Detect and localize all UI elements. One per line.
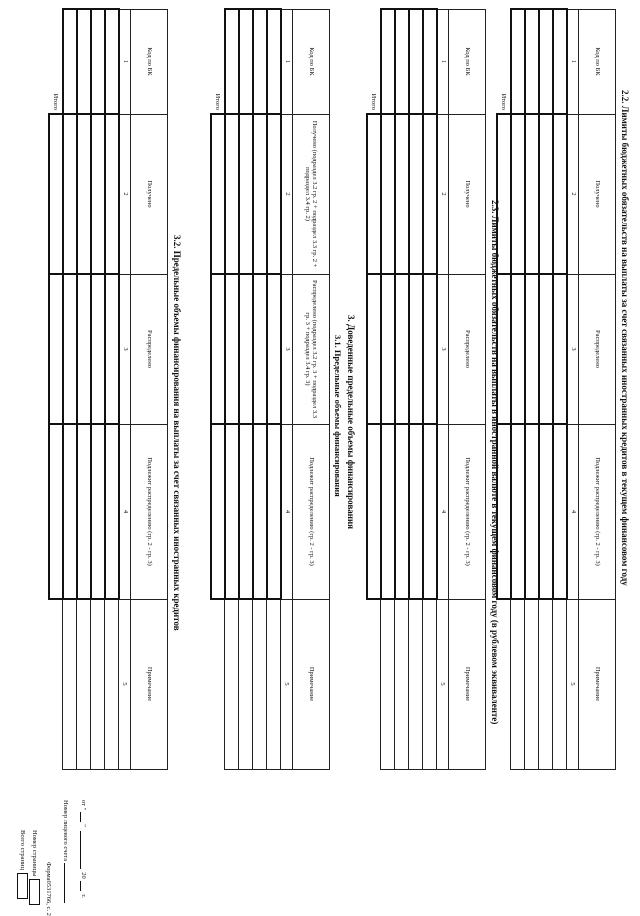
col-header: Распределено [131,274,168,424]
table-row[interactable] [395,9,409,769]
table-row[interactable] [77,9,91,769]
col-header: Получено [579,114,616,274]
total-pages-box[interactable] [17,873,28,899]
date-prefix: от [80,800,87,807]
table-row[interactable] [91,9,105,769]
col-header: Подлежит распределению (гр. 2 - гр. 3) [131,424,168,599]
total-label: Итого [214,93,222,110]
date-suffix: г. [80,894,87,898]
table-row[interactable] [239,9,253,769]
col-header: Распределено (подраздел 3.2 гр. 3 + подраздел 3.3 гр. 3 + подраздел 3.4 гр. 3) [293,274,330,424]
table-row[interactable] [381,9,395,769]
table-row[interactable] [553,9,567,769]
form-code: Форма0531766, с. 2 [45,862,52,916]
table-row[interactable] [225,9,239,769]
col-header: Подлежит распределению (гр. 2 - гр. 3) [449,424,486,599]
page-number: Номер страницы [29,830,40,905]
col-header: Код по БК [579,9,616,114]
table-3-2: Код по БК Получено Распределено Подлежит распределению (гр. 2 - гр. 3) Примечание 1 2 3 4 5 Итого [48,8,168,770]
table-row[interactable] [105,9,119,769]
section-title: 2.3. Лимиты бюджетных обязательств на выплаты в иностранной валюте в текущем финансовом году (в рублевом эквиваленте) [490,200,500,725]
col-header: Распределено [579,274,616,424]
table-2-3: Код по БК Получено Распределено Подлежит распределению (гр. 2 - гр. 3) Примечание 1 2 3 4 5 Итого [366,8,486,770]
col-header: Примечание [293,599,330,769]
total-label: Итого [500,93,508,110]
table-row[interactable] [539,9,553,769]
total-row [367,9,381,769]
col-header: Получено [449,114,486,274]
total-label: Итого [370,93,378,110]
col-header: Получено (подраздел 3.2 гр. 2 + подраздел 3.3 гр. 2 + подраздел 3.4 гр. 2) [293,114,330,274]
table-row[interactable] [63,9,77,769]
section-title: 3.2. Предельные объемы финансирования на выплаты за счет связанных иностранных кредитов [172,235,182,631]
table-row[interactable] [423,9,437,769]
table-row[interactable] [511,9,525,769]
date-year: 20 [80,872,87,879]
col-header: Код по БК [131,9,168,114]
col-header: Примечание [449,599,486,769]
col-header: Подлежит распределению (гр. 2 - гр. 3) [579,424,616,599]
table-row[interactable] [525,9,539,769]
total-row [49,9,63,769]
total-label: Итого [52,93,60,110]
col-header: Примечание [579,599,616,769]
col-header: Код по БК [449,9,486,114]
col-header: Распределено [449,274,486,424]
table-row[interactable] [409,9,423,769]
page-number-box[interactable] [29,879,40,905]
date-line: от "" 20 г. [80,800,87,898]
account-number-label: Номер лицевого счета [62,800,72,903]
table-row[interactable] [253,9,267,769]
total-row [211,9,225,769]
table-2-2: Код по БК Получено Распределено Подлежит распределению (гр. 2 - гр. 3) Примечание 1 2 3 4 5 Итого [496,8,616,770]
col-header: Получено [131,114,168,274]
col-header: Подлежит распределению (гр. 2 - гр. 3) [293,424,330,599]
section-title: 2.2. Лимиты бюджетных обязательств на выплаты за счет связанных иностранных кредитов в текущем финансовом году [620,90,630,586]
total-pages: Всего страниц [17,830,28,899]
col-header: Код по БК [293,9,330,114]
subsection-title: 3.1. Предельные объемы финансирования [333,335,343,497]
col-header: Примечание [131,599,168,769]
table-row[interactable] [267,9,281,769]
section-title: 3. Доведенные предельные объемы финансирования [346,315,356,530]
table-3-1: Код по БК Получено (подраздел 3.2 гр. 2 + подраздел 3.3 гр. 2 + подраздел 3.4 гр. 2) Распределено (подраздел 3.2 гр. 3 + подраздел 3.3 гр. 3 + подраздел 3.4 гр. 3) Подлежит распределению (гр. 2 - гр. 3) Примечание 1 2 3 4 5 Итого [210,8,330,770]
